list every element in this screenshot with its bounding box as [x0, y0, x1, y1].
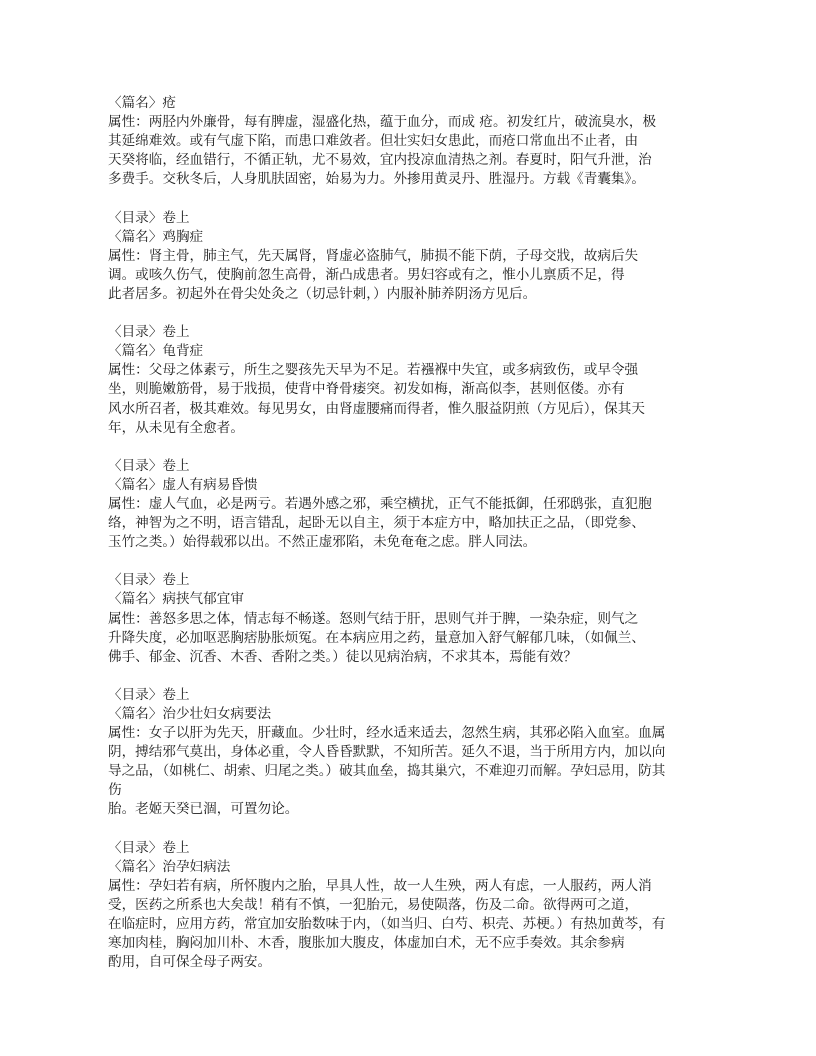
catalog-label: 〈目录〉卷上 — [108, 457, 190, 474]
entry-text-line: 属性：善怒多思之体，情志每不畅遂。怒则气结于肝，思则气并于脾，一染杂症，则气之 — [108, 610, 639, 627]
entry-text-line: 络，神智为之不明，语言错乱，起卧无以自主，须于本症方中，略加扶正之品，（即党参、 — [108, 515, 645, 532]
entry-text-line: 风水所召者，极其难效。每见男女，由肾虚腰痛而得者，惟久服益阴煎（方见后），保其天 — [108, 400, 645, 417]
entry-text-line: 天癸将临，经血错行，不循正轨，尤不易效，宜内投凉血清热之剂。春夏时，阳气升泄，治 — [108, 152, 652, 169]
catalog-label: 〈目录〉卷上 — [108, 839, 190, 856]
catalog-label: 〈目录〉卷上 — [108, 686, 190, 703]
entry-text-line: 寒加肉桂，胸闷加川朴、木香，腹胀加大腹皮，体虚加白术，无不应手奏效。其余参病 — [108, 935, 625, 952]
entry-text-line: 坐，则脆嫩筋骨，易于戕损，使背中脊骨痿突。初发如梅，渐高似李，甚则伛偻。亦有 — [108, 381, 625, 398]
chapter-title: 〈篇名〉鸡胸症 — [108, 228, 204, 245]
catalog-label: 〈目录〉卷上 — [108, 324, 190, 341]
entry-text-line: 玉竹之类。）始得载邪以出。不然正虚邪陷，未免奄奄之虑。胖人同法。 — [108, 534, 537, 551]
entry-text-line: 受，医药之所系也大矣哉！稍有不慎，一犯胎元，易使陨落，伤及二命。欲得两可之道， — [108, 896, 639, 913]
entry-text-line: 年，从未见有全愈者。 — [108, 419, 244, 436]
entry-text-line: 多费手。交秋冬后，人身肌肤固密，始易为力。外掺用黄灵丹、胜湿丹。方载《青囊集》。 — [108, 171, 645, 188]
entry-pregnant-women — [108, 839, 698, 973]
chapter-title: 〈篇名〉虚人有病易昏愦 — [108, 476, 258, 493]
document-page — [108, 94, 698, 991]
entry-hunchback — [108, 323, 698, 438]
entry-text-line: 调。或咳久伤气，使胸前忽生高骨，渐凸成患者。男妇容或有之，惟小儿禀质不足，得 — [108, 266, 625, 283]
entry-text-line: 属性：孕妇若有病，所怀腹内之胎，早具人性，故一人生殃，两人有虑，一人服药，两人消 — [108, 877, 652, 894]
entry-qi-stagnation — [108, 571, 698, 666]
chapter-title: 〈篇名〉治少壮妇女病要法 — [108, 706, 272, 722]
chapter-title: 〈篇名〉治孕妇病法 — [108, 858, 231, 875]
entry-pigeon-chest — [108, 209, 698, 304]
entry-text-line: 属性：肾主骨，肺主气，先天属肾，肾虚必盗肺气，肺损不能下荫，子母交戕，故病后失 — [108, 247, 639, 264]
catalog-label: 〈目录〉卷上 — [108, 209, 190, 226]
chapter-title: 〈篇名〉龟背症 — [108, 343, 204, 360]
entry-text-line: 胎。老姬天癸已涸，可置勿论。 — [108, 801, 299, 818]
entry-text-line: 其延绵难效。或有气虚下陷，而患口难敛者。但壮实妇女患此，而疮口常血出不止者，由 — [108, 133, 639, 150]
chapter-title: 〈篇名〉疮 — [108, 95, 176, 111]
entry-text-line: 在临症时，应用方药，常宜加安胎数味于内，（如当归、白芍、枳壳、苏梗。）有热加黄芩，有 — [108, 916, 666, 933]
chapter-title: 〈篇名〉病挟气郁宜审 — [108, 591, 244, 608]
entry-text-line: 导之品，（如桃仁、胡索、归尾之类。）破其血垒，捣其巢穴，不难迎刃而解。孕妇忌用，防其 — [108, 763, 666, 780]
entry-text-line: 属性：虚人气血，必是两亏。若遇外感之邪，乘空横扰，正气不能抵御，任邪鸱张，直犯胞 — [108, 495, 652, 512]
catalog-label: 〈目录〉卷上 — [108, 572, 190, 589]
entry-text-line: 升降失度，必加呕恶胸痞胁胀烦冤。在本病应用之药，量意加入舒气解郁几味，（如佩兰、 — [108, 629, 645, 646]
entry-text-line: 属性：父母之体素亏，所生之婴孩先天早为不足。若襁褓中失宜，或多病致伤，或早令强 — [108, 362, 639, 379]
entry-weak-person — [108, 457, 698, 552]
entry-young-women — [108, 686, 698, 820]
entry-sore — [108, 94, 698, 189]
entry-text-line: 阴，搏结邪气莫出，身体必重，令人昏昏默默，不知所苦。延久不退，当于所用方内，加以向 — [108, 744, 666, 761]
entry-text-line: 佛手、郁金、沉香、木香、香附之类。）徒以见病治病，不求其本，焉能有效？ — [108, 648, 577, 665]
entry-text-line: 属性：女子以肝为先天，肝藏血。少壮时，经水适来适去，忽然生病，其邪必陷入血室。血属 — [108, 725, 666, 742]
entry-text-line: 酌用，自可保全母子两安。 — [108, 954, 272, 971]
entry-text-line: 伤 — [108, 782, 122, 799]
entry-text-line: 属性：两胫内外廉骨，每有脾虚，湿盛化热，蕴于血分，而成 疮。初发红片，破流臭水，极 — [108, 114, 657, 131]
entry-text-line: 此者居多。初起外在骨尖处灸之（切忌针刺，）内服补肺养阴汤方见后。 — [108, 285, 537, 302]
